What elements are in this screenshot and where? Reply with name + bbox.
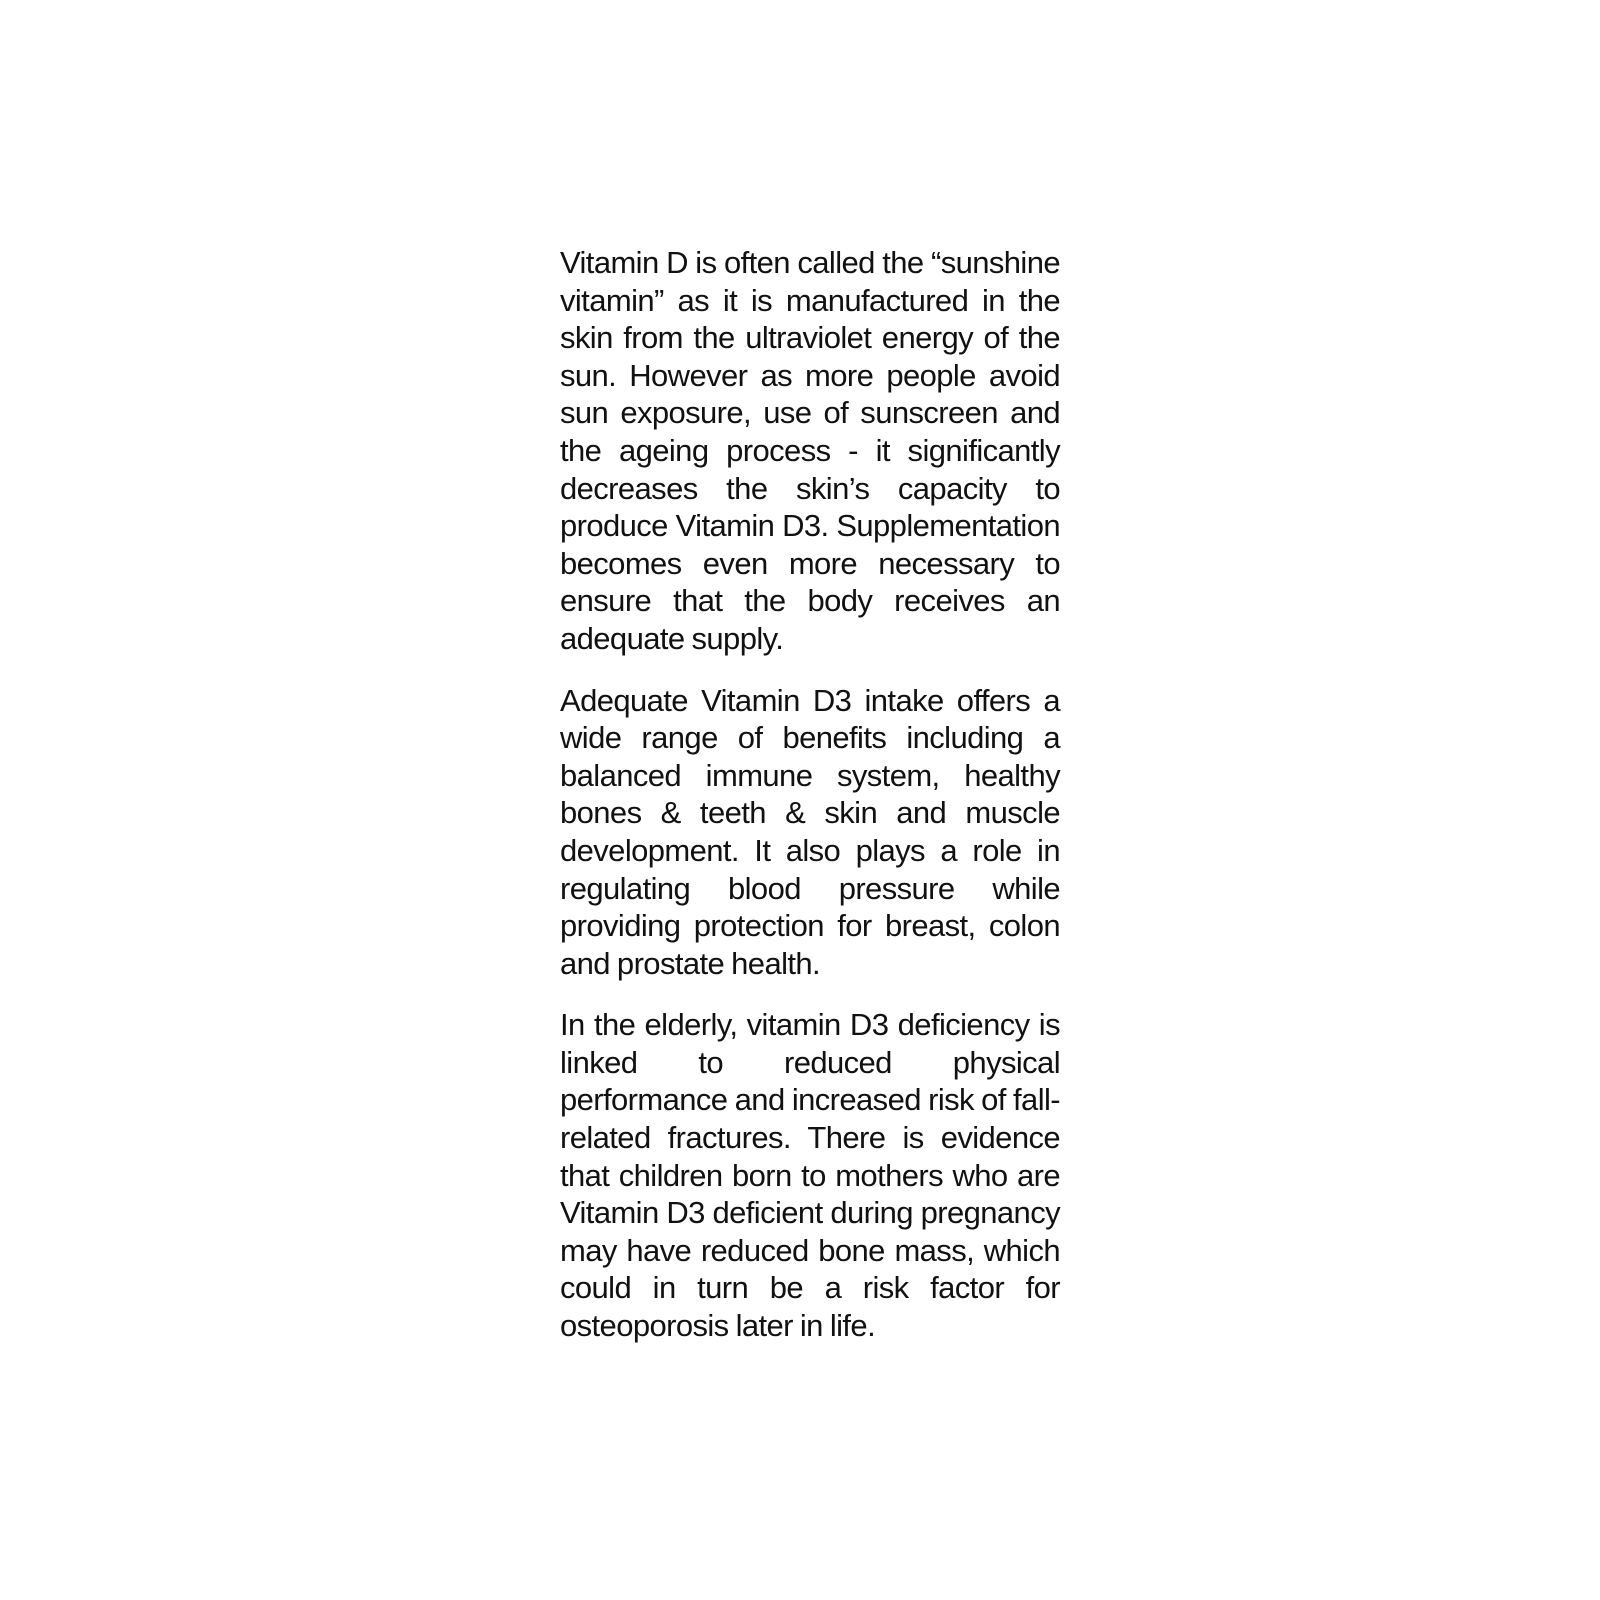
paragraph-sunshine-vitamin: Vitamin D is often called the “sunshine vitamin” as it is manufactured in the skin from the ultraviolet energy of the sun. However as more people avoid sun exposure, use of sunscreen and the ageing process - it significantly decreases the skin’s capacity to produce Vitamin D3. Supplementation becomes even more necessary to ensure that the body receives an adequate supply.	[560, 245, 1060, 656]
paragraph-elderly-deficiency: In the elderly, vitamin D3 deficiency is linked to reduced physical performance and increased risk of fall-related fractures. There is evidence that children born to mothers who are Vitamin D3 deficient during pregnancy may have reduced bone mass, which could in turn be a risk factor for osteoporosis later in life.	[560, 1007, 1060, 1344]
text-column	[560, 244, 1060, 1369]
paragraph-benefits: Adequate Vitamin D3 intake offers a wide range of benefits including a balanced immune system, healthy bones & teeth & skin and muscle development. It also plays a role in regulating blood pressure while providing protection for breast, colon and prostate health.	[560, 682, 1060, 981]
